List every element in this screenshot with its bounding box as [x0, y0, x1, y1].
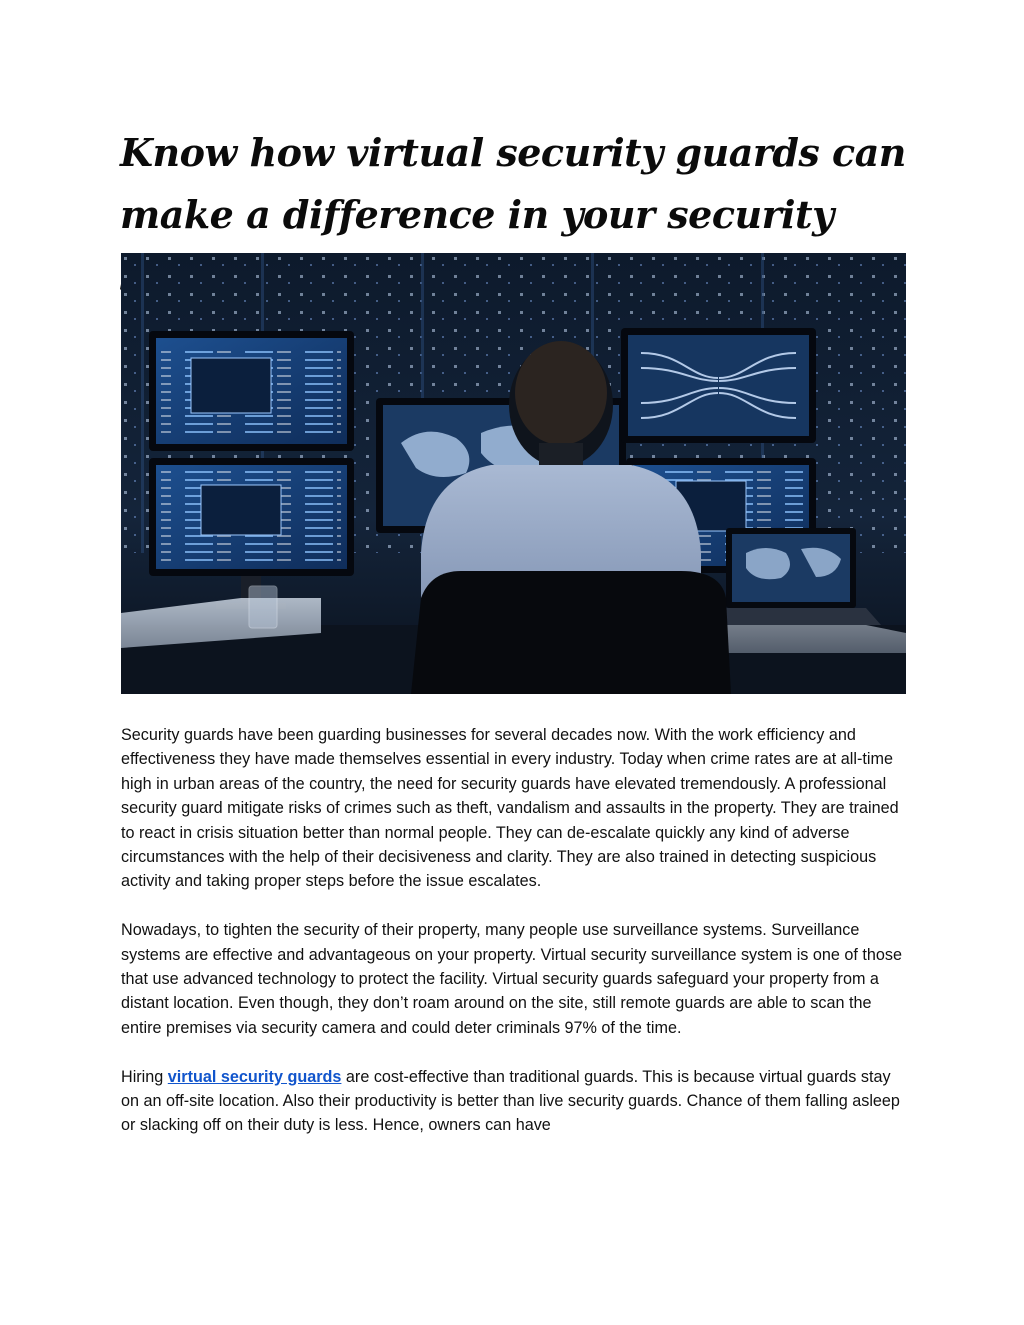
virtual-security-guards-link[interactable]: virtual security guards [167, 1067, 342, 1086]
paragraph-3-rest: are cost-effective than traditional guards. This is because virtual guards stay on an off-site location. Also their productivity is better than live security guards. Chance of them falling asleep or slacking off on their duty is less. Hence, owners can have [121, 1067, 900, 1135]
article-title: Know how virtual security guards can make a difference in your security [120, 130, 906, 237]
security-operator-monitors-image [121, 253, 906, 694]
paragraph-3 [121, 1065, 911, 1138]
paragraph-3-lead: Hiring [121, 1067, 168, 1086]
paragraph-2: Nowadays, to tighten the security of their property, many people use surveillance systems. Surveillance systems are effective and advantageous on your property. Virtual security surveillance system is one of those that use advanced technology to protect the facility. Virtual security guards safeguard your property from a distant location. Even though, they don’t roam around on the site, still remote guards are able to scan the entire premises via security camera and could deter criminals 97% of the time. [121, 921, 902, 1037]
article-body [121, 723, 911, 1162]
hero-image [121, 253, 906, 694]
paragraph-1: Security guards have been guarding businesses for several decades now. With the work efficiency and effectiveness they have made themselves essential in every industry. Today when crime rates are at all-time high in urban areas of the country, the need for security guards have elevated tremendously. A professional security guard mitigate risks of crimes such as theft, vandalism and assaults in the property. They are trained to react in crisis situation better than normal people. They can de-escalate quickly any kind of adverse circumstances with the help of their decisiveness and clarity. They are also trained in detecting suspicious activity and taking proper steps before the issue escalates. [121, 726, 899, 891]
